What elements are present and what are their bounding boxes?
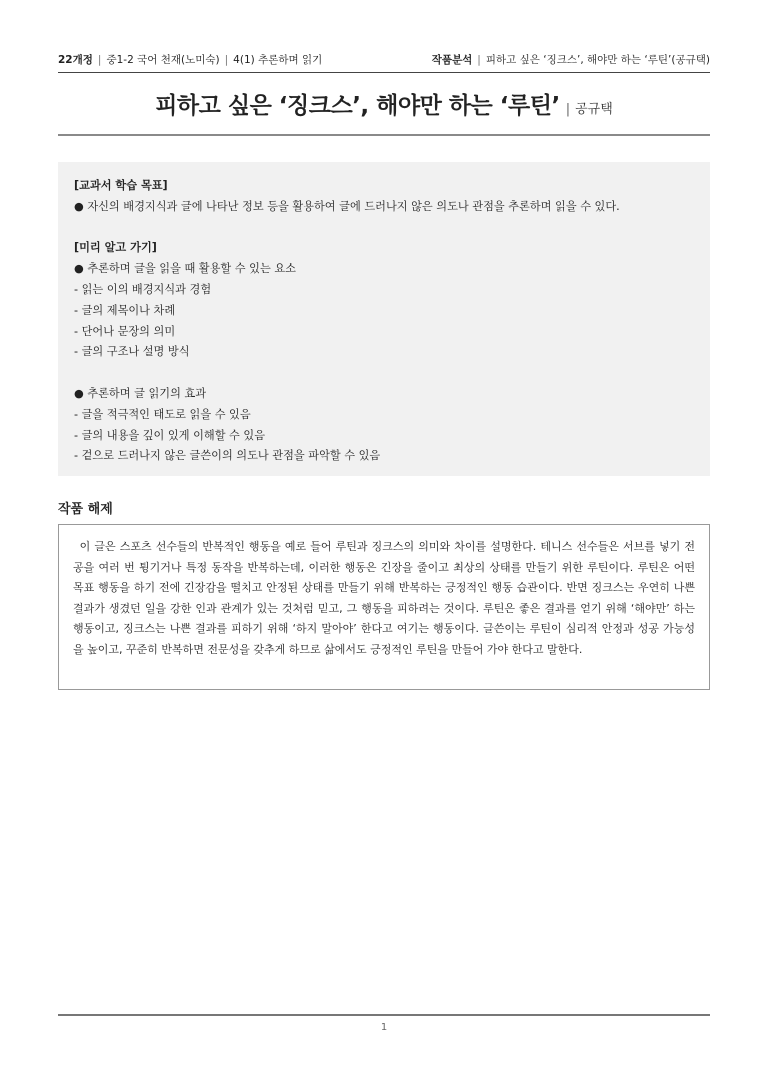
effects-title: ● 추론하며 글 읽기의 효과 [74,386,207,400]
learning-info-box [58,162,710,476]
list-item: - 단어나 문장의 의미 [74,324,176,338]
title-block [58,88,710,136]
footer-divider [58,1014,710,1016]
page-header [58,50,710,73]
list-item: - 글의 내용을 깊이 있게 이해할 수 있음 [74,428,266,442]
header-course: 중1-2 국어 천재(노미숙) [106,54,220,66]
spacer [74,218,694,239]
commentary-text: 이 글은 스포츠 선수들의 반복적인 행동을 예로 들어 루틴과 징크스의 의미와 차이를 설명한다. 테니스 선수들은 서브를 넣기 전 공을 여러 번 튕기거나 특정 동작을 반복하는데, 이러한 행동은 긴장을 줄이고 최상의 상태를 만들기 위한 루틴이다. 루틴은 어떤 목표 행동을 하기 전에 긴장감을 떨치고 안정된 상태를 만들기 위해 반복하는 긍정적인 행동 습관이다. 반면 징크스는 우연히 나쁜 결과가 생겼던 일을 강한 인과 관계가 있는 것처럼 믿고, 그 행동을 피하려는 것이다. 루틴은 좋은 결과를 얻기 위해 ‘해야만’ 하는 행동이고, 징크스는 나쁜 결과를 피하기 위해 ‘하지 말아야’ 한다고 여기는 행동이다. 글쓴이는 루틴이 심리적 안정과 성공 가능성을 높이고, 꾸준히 반복하면 전문성을 갖추게 하므로 삶에서도 긍정적인 루틴을 만들어 가야 한다고 말한다. [73,540,695,656]
header-separator: | [477,54,481,66]
spacer [74,363,694,384]
header-category: 작품분석 [431,54,473,66]
preview-title: [미리 알고 가기] [74,241,157,255]
learning-goal-title: [교과서 학습 목표] [74,179,168,192]
header-work-title: 피하고 싶은 ‘징크스’, 해야만 하는 ‘루틴’(공규택) [485,54,710,66]
header-separator: | [97,54,102,66]
list-item: - 겉으로 드러나지 않은 글쓴이의 의도나 관점을 파악할 수 있음 [74,449,381,463]
header-revision: 22개정 [58,54,93,66]
list-item: - 글을 적극적인 태도로 읽을 수 있음 [74,407,251,421]
header-separator: | [224,54,229,66]
header-right [432,50,710,70]
learning-goal-text: ● 자신의 배경지식과 글에 나타난 정보 등을 활용하여 글에 드러나지 않은 의도나 관점을 추론하며 읽을 수 있다. [74,199,620,213]
page-number: 1 [380,1022,388,1033]
commentary-heading: 작품 해제 [58,502,113,517]
author-name: 공규택 [575,102,613,117]
list-item: - 글의 구조나 설명 방식 [74,345,190,359]
elements-title: ● 추론하며 글을 읽을 때 활용할 수 있는 요소 [74,262,296,276]
author-label [566,102,613,117]
list-item: - 글의 제목이나 차례 [74,303,176,317]
header-left [58,50,322,70]
list-item: - 읽는 이의 배경지식과 경험 [74,282,212,296]
author-separator: | [565,102,571,117]
page-title: 피하고 싶은 ‘징크스’, 해야만 하는 ‘루틴’ [155,93,560,119]
commentary-box [58,524,710,690]
header-unit: 4(1) 추론하며 읽기 [233,54,323,66]
